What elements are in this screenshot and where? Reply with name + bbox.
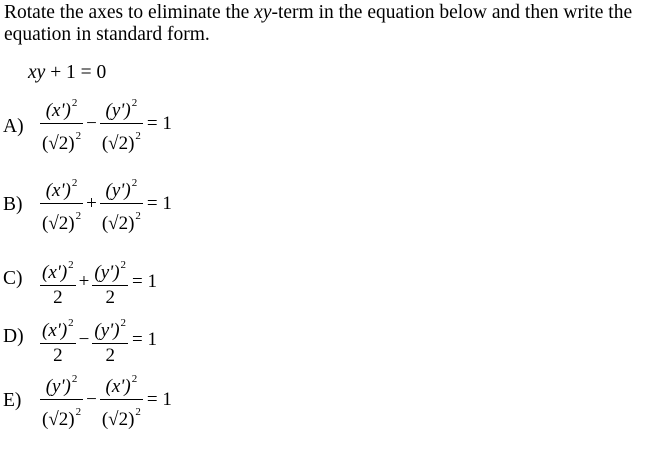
exponent: 2 [120,317,127,329]
choice-letter: E) [3,390,22,411]
left-denominator: (√2) [42,213,75,234]
right-hand-side: = 1 [132,328,157,350]
exponent: 2 [131,177,138,189]
exponent: 2 [135,406,141,418]
left-fraction [40,312,76,367]
right-fraction [100,368,143,431]
exponent: 2 [75,406,82,418]
exponent: 2 [71,97,78,109]
right-numerator: (y') [105,100,131,121]
exponent: 2 [131,373,138,385]
exponent: 2 [131,97,138,109]
choice-expression [40,312,157,367]
choice-expression [40,92,172,155]
right-denominator: (√2) [101,133,135,154]
exponent: 2 [71,177,78,189]
left-numerator: (x') [45,100,71,121]
left-fraction [40,254,76,309]
exponent: 2 [75,210,82,222]
right-numerator: (y') [94,262,120,283]
left-numerator: (y') [45,376,71,397]
question-text [4,2,644,46]
choice-letter: A) [3,116,24,137]
given-equation-variable: xy [28,62,46,83]
exponent: 2 [135,210,141,222]
choice-letter: B) [3,194,23,215]
question-line2: equation in standard form. [4,24,210,45]
right-numerator: (x') [105,376,131,397]
left-numerator: (x') [42,320,68,341]
right-numerator: (y') [94,320,120,341]
right-hand-side: = 1 [146,388,172,410]
exponent: 2 [120,259,127,271]
choice-letter: C) [3,268,23,289]
choice-letter: D) [3,326,24,347]
operator: − [78,328,90,350]
exponent: 2 [71,373,78,385]
right-hand-side: = 1 [146,112,172,134]
question-line1-end: -term in the equation below and then write the [271,2,633,23]
choice-expression [40,172,172,235]
right-denominator: (√2) [101,213,135,234]
right-hand-side: = 1 [132,270,157,292]
left-fraction [40,172,83,235]
operator: + [86,192,97,214]
operator: + [78,270,90,292]
choice-expression [40,368,172,431]
left-fraction [40,92,83,155]
right-hand-side: = 1 [146,192,172,214]
left-denominator: 2 [53,287,63,308]
exponent: 2 [68,259,74,271]
question-line1-start: Rotate the axes to eliminate the [4,2,255,23]
right-denominator: 2 [105,345,115,366]
given-equation-rest: + 1 = 0 [45,62,107,83]
right-denominator: (√2) [101,409,135,430]
left-fraction [40,368,83,431]
choice-expression [40,254,157,309]
right-fraction [100,92,143,155]
left-numerator: (x') [42,262,68,283]
exponent: 2 [75,130,82,142]
right-fraction [100,172,143,235]
left-denominator: (√2) [42,133,75,154]
right-fraction [92,254,128,309]
given-equation [28,62,106,84]
operator: − [86,388,97,410]
question-line1-variable: xy [254,2,272,23]
exponent: 2 [68,317,74,329]
exponent: 2 [135,130,141,142]
left-numerator: (x') [45,180,71,201]
right-fraction [92,312,128,367]
operator: − [86,112,97,134]
left-denominator: 2 [53,345,63,366]
right-denominator: 2 [105,287,115,308]
right-numerator: (y') [105,180,131,201]
left-denominator: (√2) [42,409,75,430]
